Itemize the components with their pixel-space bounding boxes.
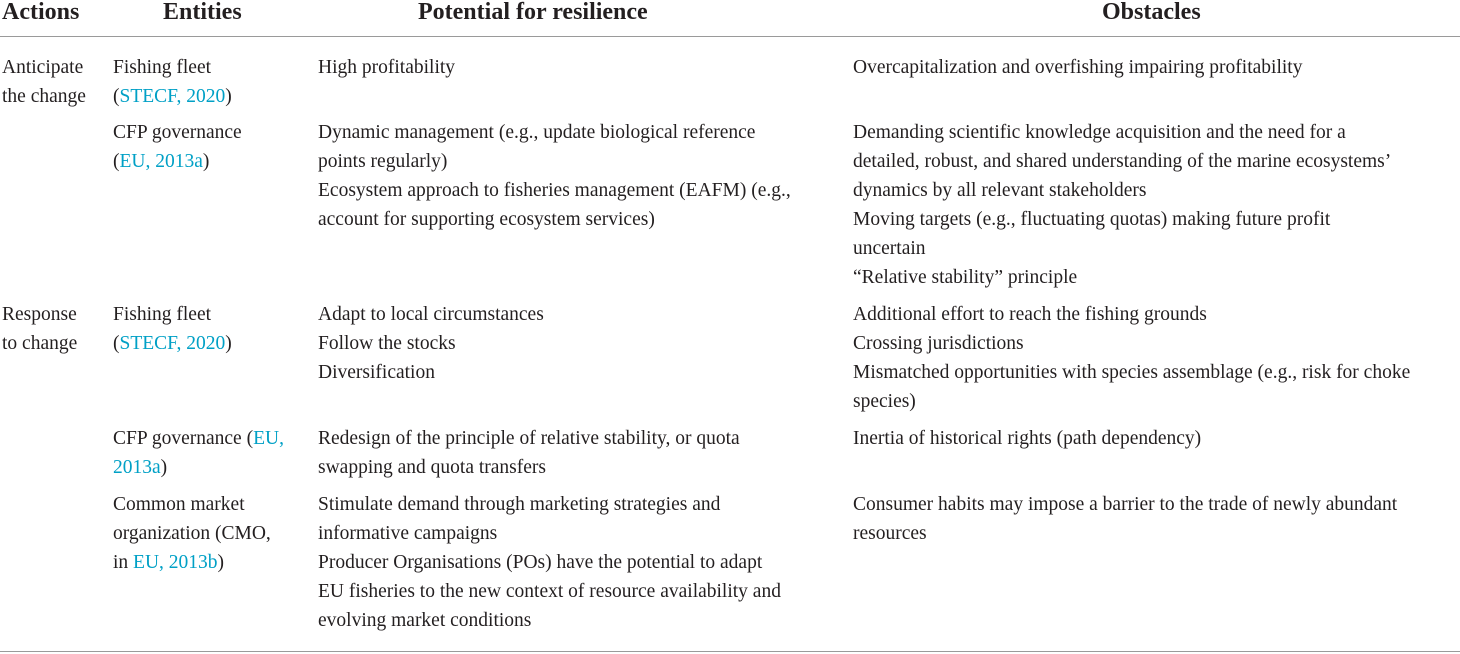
entity-cell: CFP governance (EU, 2013a) — [113, 122, 242, 172]
header-entities: Entities — [163, 0, 242, 25]
obstacles-cell: Consumer habits may impose a barrier to the trade of newly abundant resources — [853, 494, 1398, 544]
header-rule — [0, 36, 1460, 37]
obstacles-cell: Demanding scientific knowledge acquisition and the need for a detailed, robust, and shared understanding of the marine ecosystems’ dynamics by all relevant stakeholders Moving targets (e.g., fluctuating quotas) making future profit uncertain “Relative stability” principle — [853, 122, 1392, 288]
action-cell: Response to change — [2, 304, 78, 354]
obstacles-cell: Overcapitalization and overfishing impairing profitability — [853, 57, 1303, 78]
reference-link[interactable]: EU, 2013b — [133, 552, 218, 573]
potential-cell: High profitability — [318, 57, 456, 78]
reference-link[interactable]: STECF, 2020 — [119, 86, 226, 107]
bottom-rule — [0, 651, 1460, 652]
reference-link[interactable]: EU, 2013a — [119, 151, 203, 172]
entity-cell: Common market organization (CMO, in EU, 2013b) — [113, 494, 271, 573]
entity-cell: Fishing fleet (STECF, 2020) — [113, 57, 232, 107]
obstacles-cell: Inertia of historical rights (path dependency) — [853, 428, 1202, 449]
reference-link[interactable]: 2013a — [113, 457, 161, 478]
header-obstacles: Obstacles — [1102, 0, 1201, 25]
reference-link[interactable]: STECF, 2020 — [119, 333, 226, 354]
potential-cell: Stimulate demand through marketing strategies and informative campaigns Producer Organisations (POs) have the potential to adapt EU fisheries to the new context of resource availability and evolving market conditions — [318, 494, 781, 631]
header-actions: Actions — [2, 0, 80, 25]
potential-cell: Adapt to local circumstances Follow the stocks Diversification — [318, 304, 544, 383]
obstacles-cell: Additional effort to reach the fishing grounds Crossing jurisdictions Mismatched opportunities with species assemblage (e.g., risk for choke species) — [853, 304, 1411, 412]
action-cell: Anticipate the change — [2, 57, 86, 107]
potential-cell: Dynamic management (e.g., update biological reference points regularly) Ecosystem approach to fisheries management (EAFM) (e.g., account for supporting ecosystem services) — [318, 122, 791, 230]
entity-cell: CFP governance (EU, 2013a) — [113, 428, 284, 478]
reference-link[interactable]: EU, — [253, 428, 284, 449]
header-potential: Potential for resilience — [418, 0, 648, 25]
potential-cell: Redesign of the principle of relative stability, or quota swapping and quota transfers — [318, 428, 740, 478]
entity-cell: Fishing fleet (STECF, 2020) — [113, 304, 232, 354]
